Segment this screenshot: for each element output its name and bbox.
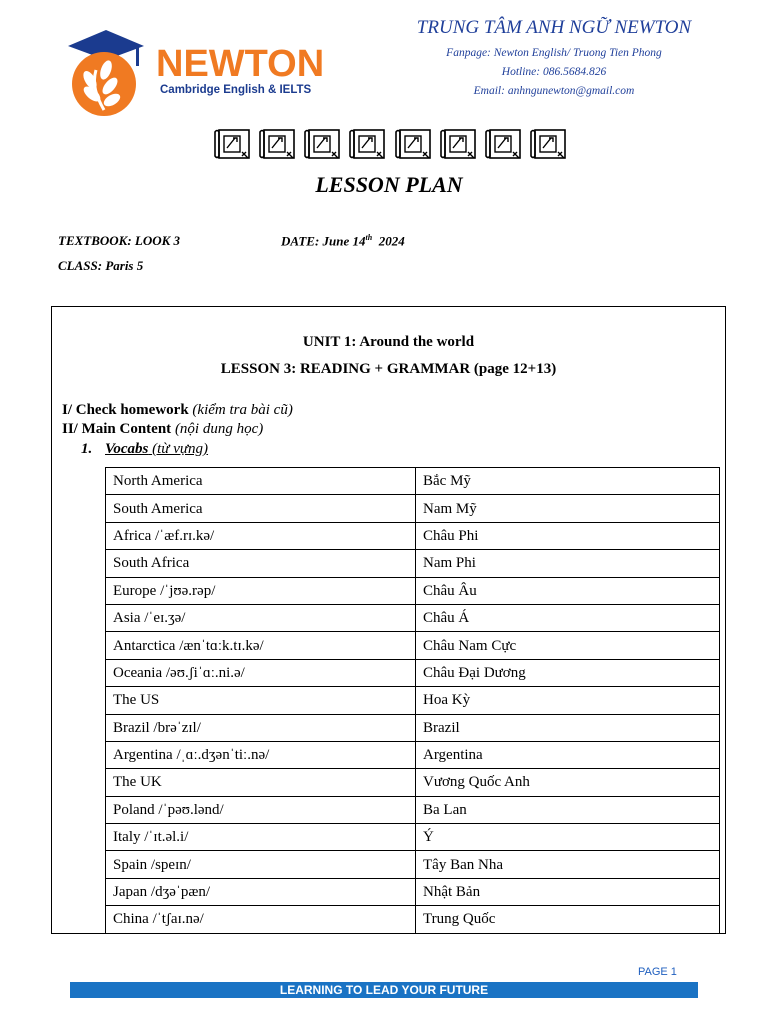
vocab-term: The UK xyxy=(106,769,416,796)
lesson-subtitle: LESSON 3: READING + GRAMMAR (page 12+13) xyxy=(220,361,557,377)
vocab-meaning: Vương Quốc Anh xyxy=(416,769,720,796)
textbook-label: TEXTBOOK: LOOK 3 xyxy=(58,233,181,248)
vocab-meaning: Châu Đại Dương xyxy=(416,659,720,686)
vocab-row xyxy=(106,577,720,604)
date-year: 2024 xyxy=(378,233,405,249)
vocab-number: 1. xyxy=(81,441,93,457)
vocab-row xyxy=(106,687,720,714)
logo-name: NEWTON xyxy=(156,43,325,85)
date-text: DATE: June 14 xyxy=(281,233,366,249)
vocab-meaning: Châu Nam Cực xyxy=(416,632,720,659)
certificate-icon xyxy=(528,128,568,164)
unit-title: UNIT 1: Around the world xyxy=(302,334,475,350)
certificate-icon xyxy=(393,128,433,164)
vocab-term: Japan /dʒəˈpæn/ xyxy=(106,878,416,905)
certificate-icon xyxy=(438,128,478,164)
vocab-term: The US xyxy=(106,687,416,714)
vocab-row xyxy=(106,878,720,905)
certificate-icon-row xyxy=(212,128,568,164)
section-label: I/ Check homework xyxy=(62,402,189,418)
vocab-row xyxy=(106,714,720,741)
vocab-row xyxy=(106,851,720,878)
vocab-note: (từ vựng) xyxy=(152,441,209,457)
section-note: (nội dung học) xyxy=(174,421,264,437)
vocab-term: Africa /ˈæf.rɪ.kə/ xyxy=(106,522,416,549)
email-text: Email: anhngunewton@gmail.com xyxy=(473,85,635,97)
vocab-row xyxy=(106,468,720,495)
vocab-term: South America xyxy=(106,495,416,522)
vocab-row xyxy=(106,769,720,796)
vocab-meaning: Ba Lan xyxy=(416,796,720,823)
vocab-meaning: Châu Âu xyxy=(416,577,720,604)
date-label xyxy=(281,233,405,249)
vocab-heading-text xyxy=(105,441,208,457)
certificate-icon xyxy=(257,128,297,164)
vocab-term: North America xyxy=(106,468,416,495)
vocab-row xyxy=(106,659,720,686)
certificate-icon xyxy=(212,128,252,164)
vocab-term: Spain /speɪn/ xyxy=(106,851,416,878)
class-label: CLASS: Paris 5 xyxy=(58,258,144,273)
vocab-row xyxy=(106,906,720,933)
vocab-row xyxy=(106,495,720,522)
certificate-icon xyxy=(302,128,342,164)
vocab-row xyxy=(106,632,720,659)
center-name: TRUNG TÂM ANH NGỮ NEWTON xyxy=(416,17,692,38)
vocab-term: South Africa xyxy=(106,550,416,577)
footer-slogan-bar: LEARNING TO LEAD YOUR FUTURE xyxy=(70,982,698,998)
vocab-meaning: Nhật Bản xyxy=(416,878,720,905)
vocab-term: Argentina /ˌɑː.dʒənˈtiː.nə/ xyxy=(106,741,416,768)
graduation-cap-logo-icon xyxy=(66,26,146,122)
center-contact-block xyxy=(380,16,728,101)
vocab-meaning: Nam Phi xyxy=(416,550,720,577)
vocab-term: Asia /ˈeɪ.ʒə/ xyxy=(106,604,416,631)
vocab-meaning: Brazil xyxy=(416,714,720,741)
fanpage-text: Fanpage: Newton English/ Truong Tien Phong xyxy=(446,47,662,59)
vocab-meaning: Ý xyxy=(416,824,720,851)
section-check-homework xyxy=(62,402,293,419)
vocab-term: Antarctica /ænˈtɑːk.tɪ.kə/ xyxy=(106,632,416,659)
vocab-term: China /ˈtʃaɪ.nə/ xyxy=(106,906,416,933)
vocab-row xyxy=(106,604,720,631)
vocab-meaning: Hoa Kỳ xyxy=(416,687,720,714)
lesson-content-box xyxy=(51,306,726,934)
certificate-icon xyxy=(347,128,387,164)
newton-logo xyxy=(62,26,342,126)
vocab-label: Vocabs xyxy=(105,441,149,457)
section-note: (kiểm tra bài cũ) xyxy=(192,402,293,418)
section-main-content xyxy=(62,421,263,438)
date-suffix: th xyxy=(365,233,373,242)
vocab-meaning: Bắc Mỹ xyxy=(416,468,720,495)
certificate-icon xyxy=(483,128,523,164)
vocab-row xyxy=(106,522,720,549)
vocab-table xyxy=(105,467,720,934)
page-title: LESSON PLAN xyxy=(315,172,463,197)
hotline-text: Hotline: 086.5684.826 xyxy=(501,66,607,78)
vocab-row xyxy=(106,824,720,851)
vocab-row xyxy=(106,741,720,768)
vocab-term: Oceania /əʊ.ʃiˈɑː.ni.ə/ xyxy=(106,659,416,686)
page-number: PAGE 1 xyxy=(638,966,677,978)
vocab-heading xyxy=(81,441,208,458)
vocab-meaning: Châu Phi xyxy=(416,522,720,549)
vocab-meaning: Tây Ban Nha xyxy=(416,851,720,878)
vocab-meaning: Trung Quốc xyxy=(416,906,720,933)
logo-tagline: Cambridge English & IELTS xyxy=(160,84,312,96)
vocab-row xyxy=(106,796,720,823)
vocab-meaning: Argentina xyxy=(416,741,720,768)
vocab-term: Poland /ˈpəʊ.lənd/ xyxy=(106,796,416,823)
section-label: II/ Main Content xyxy=(62,421,172,437)
vocab-meaning: Châu Á xyxy=(416,604,720,631)
vocab-meaning: Nam Mỹ xyxy=(416,495,720,522)
vocab-term: Europe /ˈjʊə.rəp/ xyxy=(106,577,416,604)
vocab-row xyxy=(106,550,720,577)
vocab-term: Italy /ˈɪt.əl.i/ xyxy=(106,824,416,851)
vocab-term: Brazil /brəˈzɪl/ xyxy=(106,714,416,741)
